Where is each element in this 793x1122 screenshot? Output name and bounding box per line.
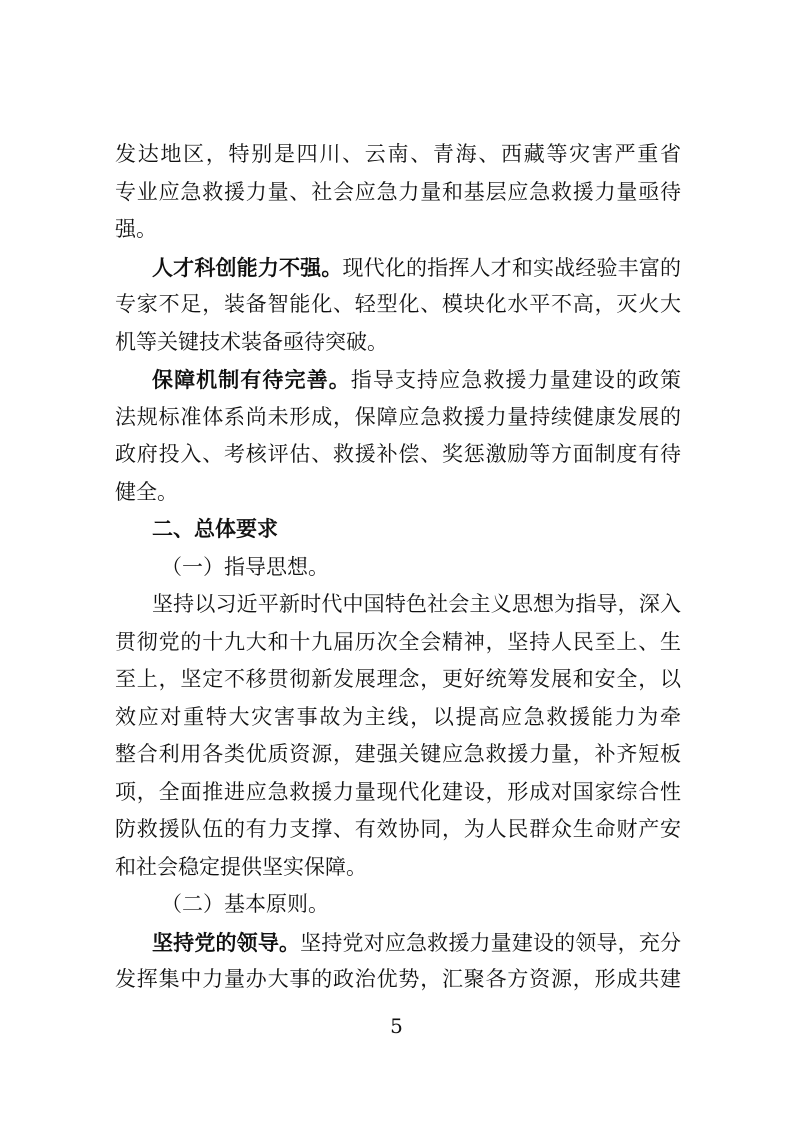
body-text: 坚持党对应急救援力量建设的领导，充分	[300, 930, 681, 955]
text-line	[115, 886, 681, 924]
section-heading	[115, 511, 681, 549]
body-text: 发达地区，特别是四川、云南、青海、西藏等灾害严重省	[115, 142, 681, 166]
text-line	[115, 924, 681, 962]
body-text: 整合利用各类优质资源，建强关键应急救援力量，补齐短板	[115, 742, 681, 766]
text-line	[115, 211, 681, 249]
document-body	[115, 136, 681, 999]
text-line	[115, 474, 681, 512]
body-text: 效应对重特大灾害事故为主线，以提高应急救援能力为牵	[115, 704, 681, 729]
page-number: 5	[390, 1014, 403, 1038]
body-text: 发挥集中力量办大事的政治优势，汇聚各方资源，形成共建	[115, 967, 681, 991]
text-line	[115, 624, 681, 662]
text-line	[115, 849, 681, 887]
text-line	[115, 174, 681, 212]
text-line	[115, 736, 681, 774]
bold-lead-text: 人才科创能力不强。	[152, 254, 343, 280]
bold-lead-text: 保障机制有待完善。	[152, 367, 351, 392]
text-line	[115, 549, 681, 587]
body-text: 指导支持应急救援力量建设的政策	[350, 368, 681, 392]
body-text: 专家不足，装备智能化、轻型化、模块化水平不高，灭火大	[115, 292, 681, 316]
body-text: 机等关键技术装备亟待突破。	[115, 329, 388, 354]
text-line	[115, 774, 681, 812]
body-text: 强。	[115, 217, 157, 241]
body-text: 防救援队伍的有力支撑、有效协同，为人民群众生命财产安	[115, 817, 681, 841]
text-line	[115, 324, 681, 362]
body-text: 法规标准体系尚未形成，保障应急救援力量持续健康发展的	[115, 404, 681, 429]
body-text: 政府投入、考核评估、救援补偿、奖惩激励等方面制度有待	[115, 442, 681, 466]
body-text: 和社会稳定提供坚实保障。	[115, 854, 367, 879]
text-line	[115, 399, 681, 437]
heading-text: 二、总体要求	[152, 517, 278, 541]
body-text: 项，全面推进应急救援力量现代化建设，形成对国家综合性	[115, 779, 681, 804]
text-line	[115, 699, 681, 737]
body-text: 至上，坚定不移贯彻新发展理念，更好统筹发展和安全，以	[115, 667, 681, 691]
text-line	[115, 136, 681, 174]
body-text: （二）基本原则。	[161, 892, 329, 916]
text-line	[115, 961, 681, 999]
text-line	[115, 586, 681, 624]
text-line	[115, 436, 681, 474]
text-line	[115, 661, 681, 699]
body-text: 专业应急救援力量、社会应急力量和基层应急救援力量亟待	[115, 179, 681, 204]
text-line	[115, 286, 681, 324]
body-text: （一）指导思想。	[161, 554, 329, 579]
body-text: 健全。	[115, 479, 178, 504]
body-text: 现代化的指挥人才和实战经验丰富的	[342, 255, 681, 280]
text-line	[115, 811, 681, 849]
body-text: 贯彻党的十九大和十九届历次全会精神，坚持人民至上、生	[115, 629, 681, 654]
text-line	[115, 249, 681, 287]
body-text: 坚持以习近平新时代中国特色社会主义思想为指导，深入	[152, 592, 681, 616]
bold-lead-text: 坚持党的领导。	[152, 929, 301, 955]
text-line	[115, 361, 681, 399]
